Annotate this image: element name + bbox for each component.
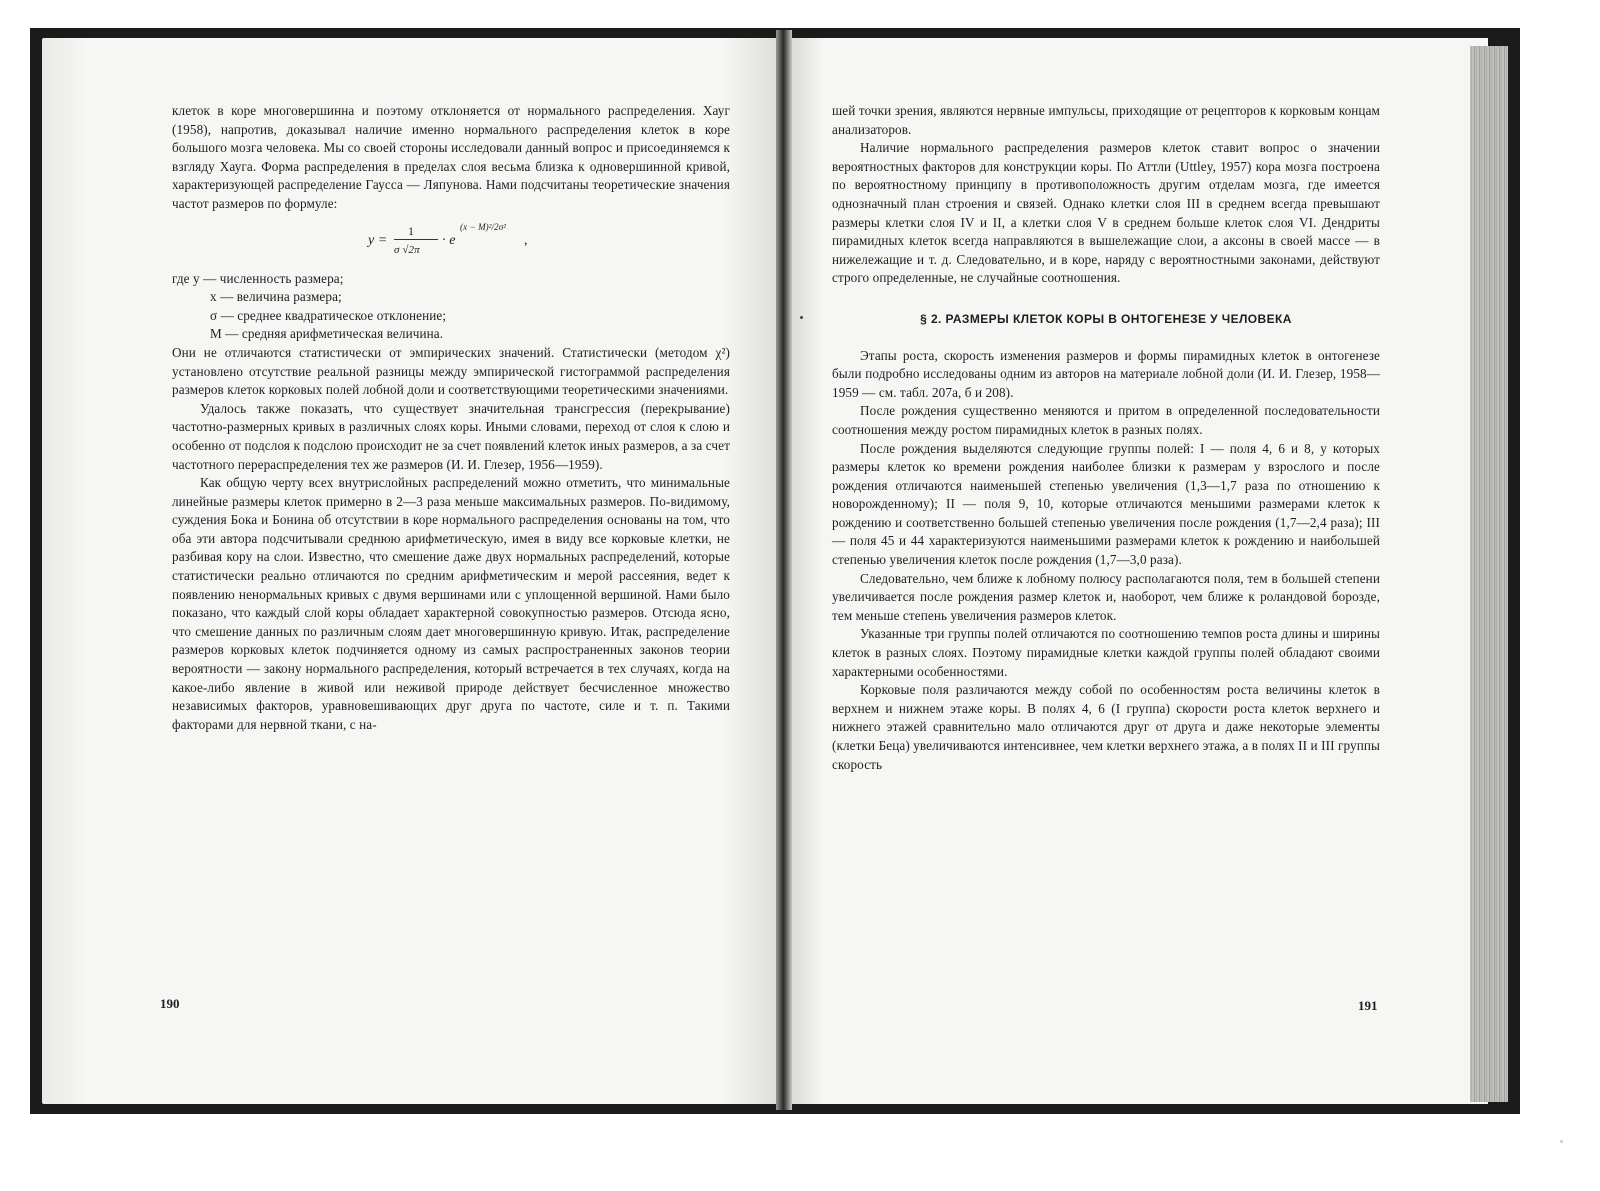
- legend-line: M — средняя арифметическая величина.: [210, 326, 444, 342]
- right-paragraph-1: шей точки зрения, являются нервные импульсы, приходящие от рецепторов к корковым концам анализаторов.: [832, 103, 1380, 137]
- formula-tail: ,: [524, 232, 528, 248]
- scan-speck: [1560, 1140, 1563, 1143]
- right-paragraph-6: Следовательно, чем ближе к лобному полюсу располагаются поля, тем в большей степени увеличивается после рождения размер клеток и, наоборот, чем ближе к роландовой борозде, тем меньше степень увеличения размеров клеток.: [832, 570, 1380, 623]
- formula-fraction-bar: [394, 239, 438, 240]
- right-paragraph-5: После рождения выделяются следующие группы полей: I — поля 4, 6 и 8, у которых размеры клеток ко времени рождения наиболее близки к размерам у взрослого и после рождения отличаются наименьшей степенью увеличения (1,3—1,7 раза по отношению к новорожденному); II — поля 9, 10, которые отличаются меньшими размерами клеток к рождению и соответственно большей степенью увеличения после рождения (1,7—2,4 раза); III — поля 45 и 44 характеризуются наименьшими размерами клеток к рождению и наибольшей степенью увеличения клеток после рождения (1,7—3,0 раза).: [832, 440, 1380, 568]
- legend-line: x — величина размера;: [210, 289, 342, 305]
- formula-numerator: 1: [408, 223, 415, 238]
- left-paragraph-4: Как общую черту всех внутрислойных распределений можно отметить, что минимальные линейные размеры клеток примерно в 2—3 раза меньше максимальных размеров. По-видимому, суждения Бока и Бонина об отсутствии в коре нормального распределения основаны на том, что оба эти автора подсчитывали среднюю арифметическую, имея в виду все корковые клетки, не разбивая кору на слои. Известно, что смешение даже двух нормальных распределений, которые статистически реально отличаются по средним арифметическим и мерой рассеяния, ведет к появлению ненормальных кривых с двумя вершинами или с уплощенной вершиной. Нами было показано, что каждый слой коры обладает характерной совокупностью размеров. Отсюда ясно, что смешение данных по различным слоям дает многовершинную кривую. Итак, распределение размеров корковых клеток подчиняется одному из самых распространенных законов теории вероятности — закону нормального распределения, который встречается в тех случаях, когда на какое-либо явление в живой или неживой природе действует бесчисленное множество независимых факторов, уравновешивающих друг друга по частоте, силе и т. п. Такими факторами для нервной ткани, с на-: [172, 475, 730, 732]
- left-text-column: [172, 102, 730, 734]
- formula-exponent: (x − M)²/2σ²: [460, 221, 507, 232]
- left-paragraph-2: Они не отличаются статистически от эмпирических значений. Статистически (методом χ²) установлено отсутствие реальной разницы между эмпирической гистограммой распределения размеров клеток корковых полей лобной доли и соответствующими теоретическими значениями.: [172, 344, 730, 398]
- right-text-column: [832, 102, 1380, 774]
- formula-lhs: y =: [368, 232, 388, 248]
- scan-speck: [800, 316, 803, 319]
- formula-legend: [172, 270, 730, 344]
- formula-exp-base: · e: [442, 232, 456, 248]
- page-edges: [1470, 46, 1508, 1102]
- right-paragraph-8: Корковые поля различаются между собой по особенностям роста величины клеток в верхнем и нижнем этаже коры. В полях 4, 6 (I группа) скорости роста клеток верхнего и нижнего этажей сравнительно мало отличаются друг от друга и даже некоторые элементы (клетки Беца) увеличиваются интенсивнее, чем клетки верхнего этажа, а в полях II и III группы скорость: [832, 682, 1380, 772]
- page-number-left: 190: [160, 996, 180, 1011]
- legend-line: σ — среднее квадратическое отклонение;: [210, 307, 447, 323]
- page-number-right: 191: [1358, 998, 1378, 1013]
- right-paragraph-4: После рождения существенно меняются и притом в определенной последовательности соотношения между ростом пирамидных клеток в разных полях.: [832, 403, 1380, 437]
- left-paragraph-1: клеток в коре многовершинна и поэтому отклоняется от нормального распределения. Хауг (1958), напротив, доказывал наличие именно нормального распределения клеток в коре большого мозга человека. Мы со своей стороны исследовали данный вопрос и присоединяемся к взгляду Хауга. Форма распределения в пределах слоя весьма близка к одновершинной кривой, характеризующей распределение Гаусса — Ляпунова. Нами подсчитаны теоретические значения частот размеров по формуле:: [172, 103, 730, 211]
- right-paragraph-3: Этапы роста, скорость изменения размеров и формы пирамидных клеток в онтогенезе были подробно исследованы одним из авторов на материале лобной доли (И. И. Глезер, 1958—1959 — см. табл. 207а, б и 208).: [832, 347, 1380, 400]
- right-paragraph-2: Наличие нормального распределения размеров клеток ставит вопрос о значении вероятностных факторов для конструкции коры. По Аттли (Uttley, 1957) кора мозга построена по вероятностному принципу в противоположность другим отделам мозга, где имеется однозначный план строения и связей. Однако клетки слоя III в среднем всегда превышают размеры клетки слоя IV и II, а клетки слоя V в среднем больше клеток слоя VI. Дендриты пирамидных клеток всегда направляются в вышележащие слои, а аксоны в своей массе — в нижележащие и т. д. Следовательно, и в коре, наряду с вероятностными законами, действуют строго определенные, не случайные соотношения.: [832, 140, 1380, 286]
- formula-denominator: σ √2π: [394, 243, 420, 256]
- book-gutter: [776, 30, 792, 1110]
- section-heading: § 2. РАЗМЕРЫ КЛЕТОК КОРЫ В ОНТОГЕНЕЗЕ У ЧЕЛОВЕКА: [920, 311, 1292, 326]
- left-paragraph-3: Удалось также показать, что существует значительная трансгрессия (перекрывание) частотно-размерных кривых в различных слоях коры. Иными словами, переход от слоя к слою и особенно от подслоя к подслою происходит не за счет появлений клеток иных размеров, а за счет частотного перераспределения тех же размеров (И. И. Глезер, 1956—1959).: [172, 400, 730, 472]
- right-paragraph-7: Указанные три группы полей отличаются по соотношению темпов роста длины и ширины клеток в разных слоях. Поэтому пирамидные клетки каждой группы полей обладают своими характерными особенностями.: [832, 626, 1380, 679]
- legend-line: где y — численность размера;: [172, 270, 344, 286]
- gauss-formula: [172, 214, 730, 266]
